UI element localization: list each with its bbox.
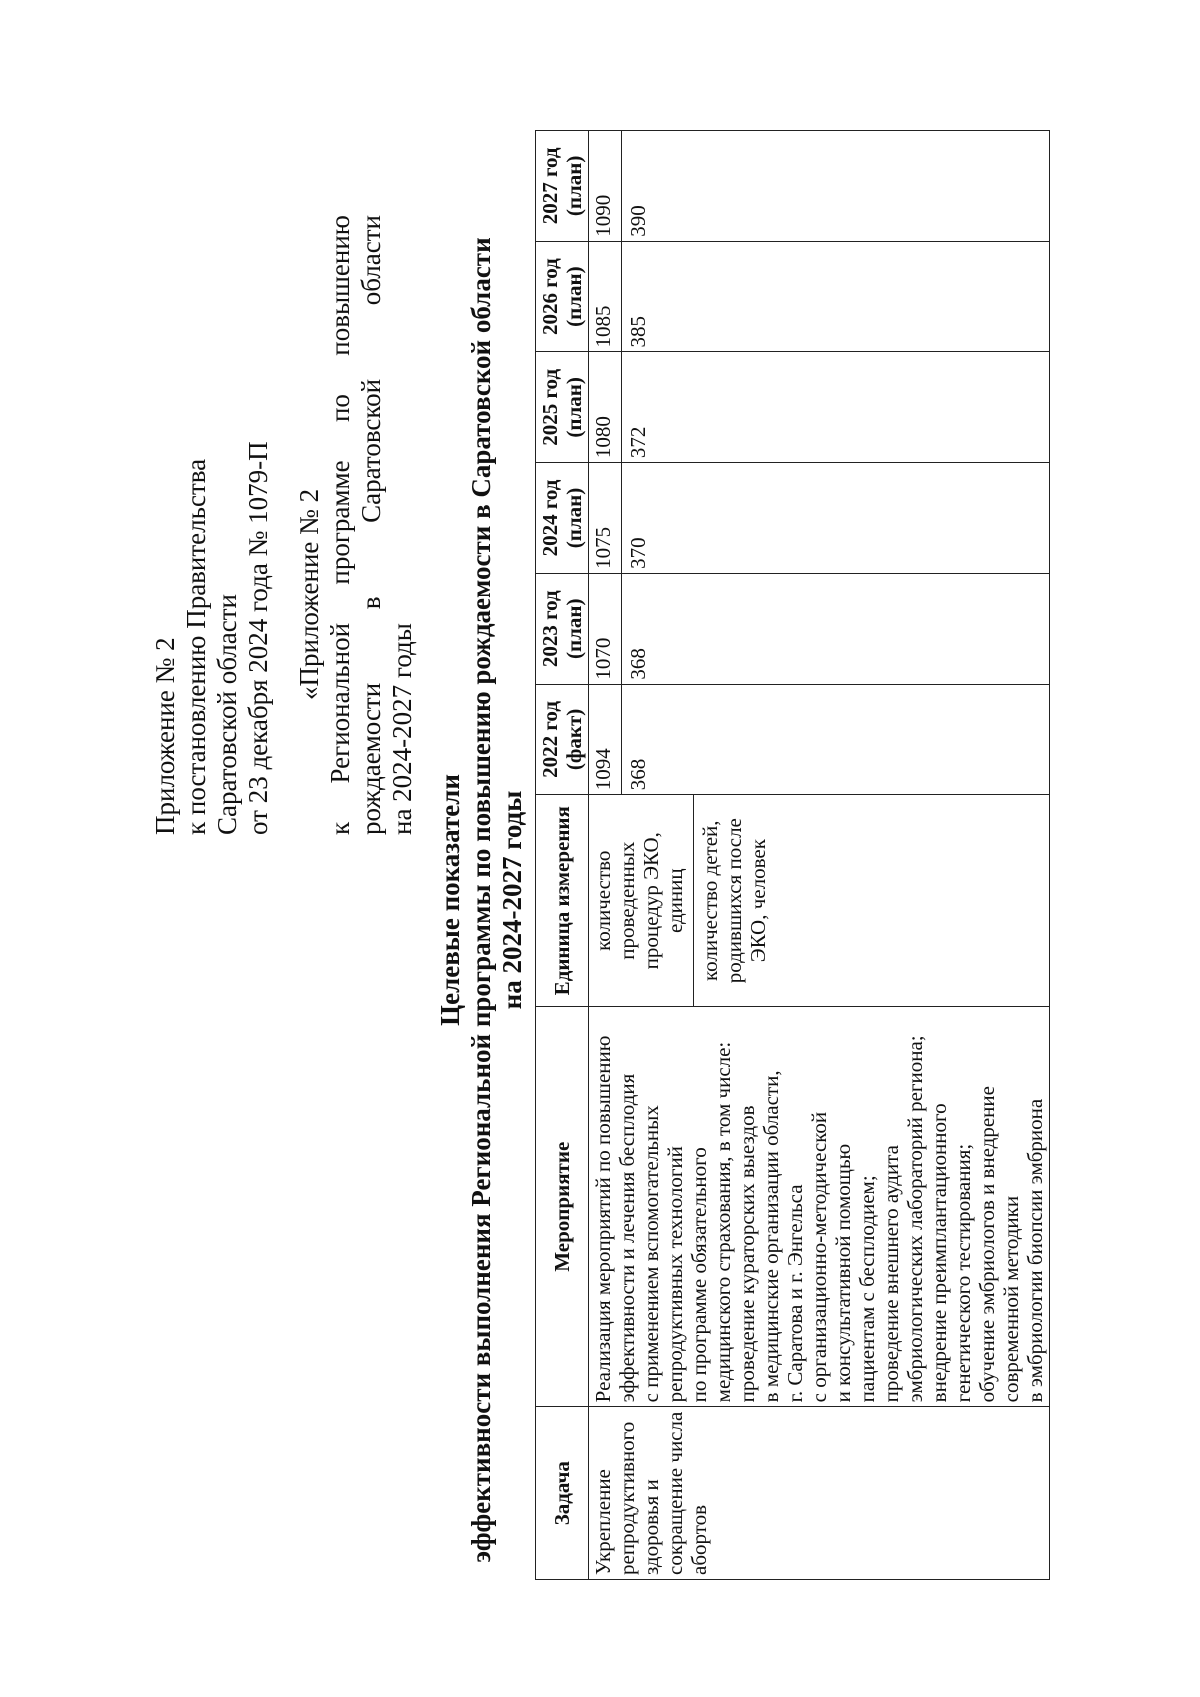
value-births-2027: 390 <box>621 131 650 241</box>
event-line: в эмбриологии биопсии эмбриона <box>1023 1098 1047 1403</box>
value-procedures-2024: 1075 <box>591 526 615 569</box>
document-title <box>435 200 528 1600</box>
value-procedures-2027: 1090 <box>591 194 615 237</box>
value-births-2025: 372 <box>621 352 650 462</box>
quote-word: к <box>325 821 355 835</box>
event-cell <box>589 1007 1050 1407</box>
event-line: внедрение преимплантационного <box>927 1103 951 1403</box>
value-procedures-2025: 1080 <box>591 416 615 459</box>
appendix-line: Приложение № 2 <box>150 637 180 835</box>
event-line: проведение кураторских выездов <box>735 1105 759 1403</box>
event-line: медицинского страхования, в том числе: <box>711 1041 735 1403</box>
header-2022: 2022 год (факт) <box>536 684 589 795</box>
quote-line-3: на 2024-2027 годы <box>387 623 417 835</box>
quote-word: Региональной <box>325 622 355 784</box>
header-2025: 2025 год (план) <box>536 352 589 463</box>
quote-word: рождаемости <box>356 682 386 835</box>
header-2027: 2027 год (план) <box>536 131 589 242</box>
value-procedures-2022: 1094 <box>591 748 615 791</box>
quote-line-2 <box>356 215 387 835</box>
event-line: эмбриологических лабораторий региона; <box>903 1035 927 1403</box>
event-line: г. Саратова и г. Энгельса <box>783 1184 807 1403</box>
title-line: на 2024-2027 годы <box>497 790 527 1010</box>
appendix-line: к постановлению Правительства <box>181 458 211 835</box>
value-2026 <box>589 241 1050 352</box>
event-line: с применением вспомогательных <box>639 1105 663 1403</box>
header-unit: Единица измерения <box>536 795 589 1007</box>
value-births-2026: 385 <box>621 242 650 352</box>
quote-word: в <box>356 596 386 610</box>
header-2026: 2026 год (план) <box>536 241 589 352</box>
table-row <box>589 131 1050 1580</box>
title-line: эффективности выполнения Региональной программы по повышению рождаемости в Саратовской области <box>466 237 496 1563</box>
value-births-2023: 368 <box>621 574 650 684</box>
event-line: эффективности и лечения бесплодия <box>615 1073 639 1403</box>
event-line: обучение эмбриологов и внедрение <box>975 1086 999 1403</box>
event-line: и консультативной помощью <box>831 1143 855 1403</box>
header-2023: 2023 год (план) <box>536 573 589 684</box>
quote-word: по <box>325 394 355 423</box>
appendix-header <box>150 215 418 835</box>
appendix-line: Саратовской области <box>212 594 242 835</box>
event-line: по программе обязательного <box>687 1147 711 1403</box>
value-births-2024: 370 <box>621 463 650 573</box>
value-procedures-2026: 1085 <box>591 305 615 348</box>
header-task: Задача <box>536 1407 589 1580</box>
event-line: пациентам с бесплодием; <box>855 1175 879 1403</box>
value-procedures-2023: 1070 <box>591 637 615 680</box>
quote-word: Саратовской <box>356 378 386 523</box>
quote-word: программе <box>325 460 355 585</box>
value-2027 <box>589 131 1050 242</box>
event-line: проведение внешнего аудита <box>879 1145 903 1403</box>
quote-title: «Приложение № 2 <box>294 488 324 700</box>
quote-word: повышению <box>325 215 355 356</box>
value-2023 <box>589 573 1050 684</box>
value-2025 <box>589 352 1050 463</box>
event-line: современной методики <box>999 1195 1023 1403</box>
quote-line-1 <box>325 215 356 835</box>
event-line: с организационно-методической <box>807 1111 831 1403</box>
rotated-page <box>95 110 1095 1690</box>
unit-ivf-births: количество детей, родившихся после ЭКО, человек <box>693 795 770 1006</box>
title-line: Целевые показатели <box>435 774 465 1026</box>
targets-table <box>535 130 1050 1580</box>
header-event: Мероприятие <box>536 1007 589 1407</box>
unit-ivf-procedures: количество проведенных процедур ЭКО, единиц <box>591 832 687 970</box>
value-births-2022: 368 <box>621 685 650 795</box>
event-line: Реализация мероприятий по повышению <box>591 1035 615 1403</box>
value-2022 <box>589 684 1050 795</box>
event-line: генетического тестирования; <box>951 1143 975 1403</box>
event-line: в медицинские организации области, <box>759 1070 783 1403</box>
header-2024: 2024 год (план) <box>536 463 589 574</box>
unit-cell <box>589 795 1050 1007</box>
value-2024 <box>589 463 1050 574</box>
table-header-row <box>536 131 589 1580</box>
quote-word: области <box>356 215 386 306</box>
task-cell: Укрепление репродуктивного здоровья и сокращение числа абортов <box>589 1407 1050 1580</box>
appendix-line: от 23 декабря 2024 года № 1079-П <box>243 441 273 835</box>
event-line: репродуктивных технологий <box>663 1146 687 1403</box>
